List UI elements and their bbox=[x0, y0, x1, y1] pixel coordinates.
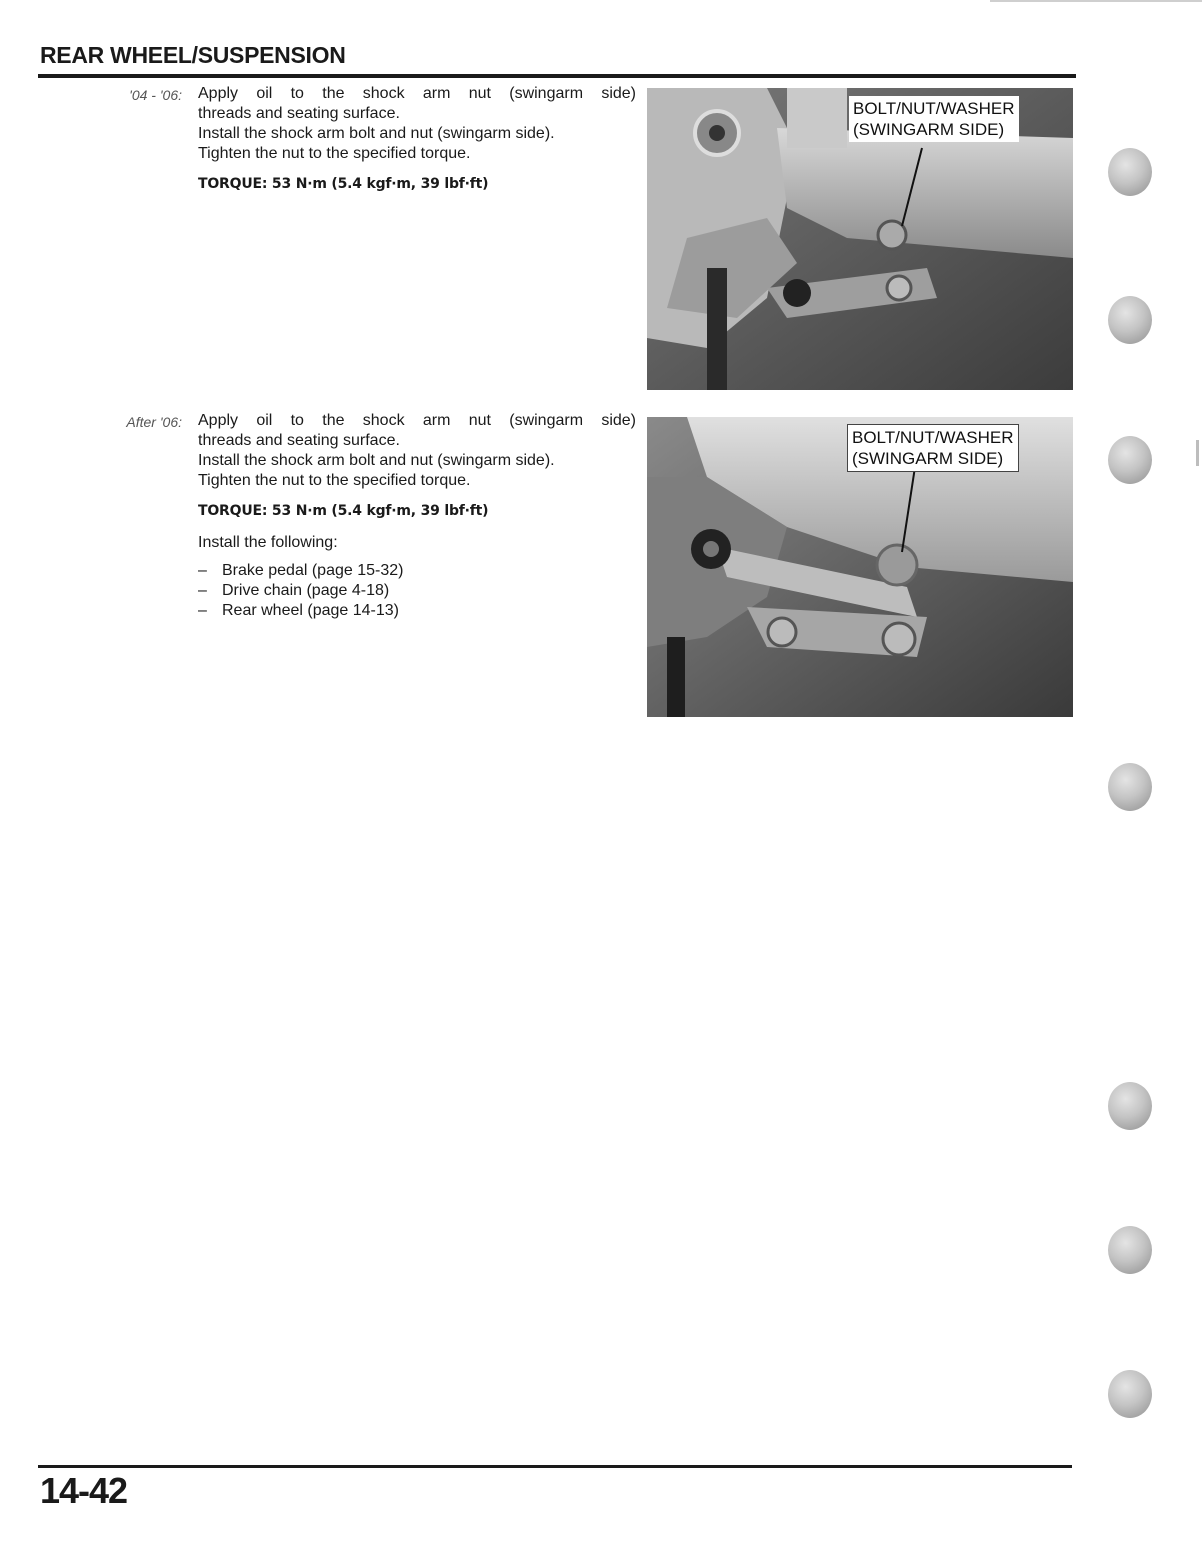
photo-shock-arm-after-06 bbox=[647, 417, 1073, 717]
callout-line: (SWINGARM SIDE) bbox=[852, 449, 1004, 468]
binder-hole bbox=[1108, 763, 1152, 811]
callout-line: BOLT/NUT/WASHER bbox=[853, 99, 1015, 118]
binder-hole bbox=[1108, 1082, 1152, 1130]
instruction-text bbox=[198, 411, 636, 621]
torque-spec: TORQUE: 53 N·m (5.4 kgf·m, 39 lbf·ft) bbox=[198, 503, 489, 519]
install-heading: Install the following: bbox=[198, 534, 338, 551]
model-label: '04 - '06: bbox=[129, 87, 182, 103]
instruction-line: Install the shock arm bolt and nut (swingarm side). bbox=[198, 452, 555, 469]
callout-line: BOLT/NUT/WASHER bbox=[852, 428, 1014, 447]
torque-spec: TORQUE: 53 N·m (5.4 kgf·m, 39 lbf·ft) bbox=[198, 176, 489, 192]
callout-label bbox=[849, 96, 1019, 142]
instruction-line: Install the shock arm bolt and nut (swingarm side). bbox=[198, 125, 555, 142]
list-item: – Brake pedal (page 15-32) bbox=[198, 561, 636, 581]
instruction-line: Apply oil to the shock arm nut (swingarm side) bbox=[198, 85, 636, 102]
instruction-text bbox=[198, 84, 636, 194]
model-label: After '06: bbox=[126, 414, 182, 430]
photo-shock-arm-04-06 bbox=[647, 88, 1073, 390]
binder-hole bbox=[1108, 148, 1152, 196]
install-list bbox=[198, 561, 636, 621]
header-rule bbox=[38, 74, 1076, 78]
instruction-line: Apply oil to the shock arm nut (swingarm side) bbox=[198, 412, 636, 429]
scan-artifact-edge bbox=[1196, 440, 1199, 466]
instruction-line: threads and seating surface. bbox=[198, 105, 400, 122]
page-number: 14-42 bbox=[40, 1470, 128, 1511]
list-item: – Drive chain (page 4-18) bbox=[198, 581, 636, 601]
binder-hole bbox=[1108, 436, 1152, 484]
instruction-line: threads and seating surface. bbox=[198, 432, 400, 449]
instruction-line: Tighten the nut to the specified torque. bbox=[198, 472, 471, 489]
scan-artifact-top bbox=[990, 0, 1202, 2]
binder-hole bbox=[1108, 296, 1152, 344]
list-item: – Rear wheel (page 14-13) bbox=[198, 601, 636, 621]
binder-hole bbox=[1108, 1226, 1152, 1274]
binder-hole bbox=[1108, 1370, 1152, 1418]
page-title: REAR WHEEL/SUSPENSION bbox=[40, 42, 346, 68]
instruction-line: Tighten the nut to the specified torque. bbox=[198, 145, 471, 162]
footer-rule bbox=[38, 1465, 1072, 1468]
callout-line: (SWINGARM SIDE) bbox=[853, 120, 1005, 139]
callout-label bbox=[847, 424, 1019, 472]
